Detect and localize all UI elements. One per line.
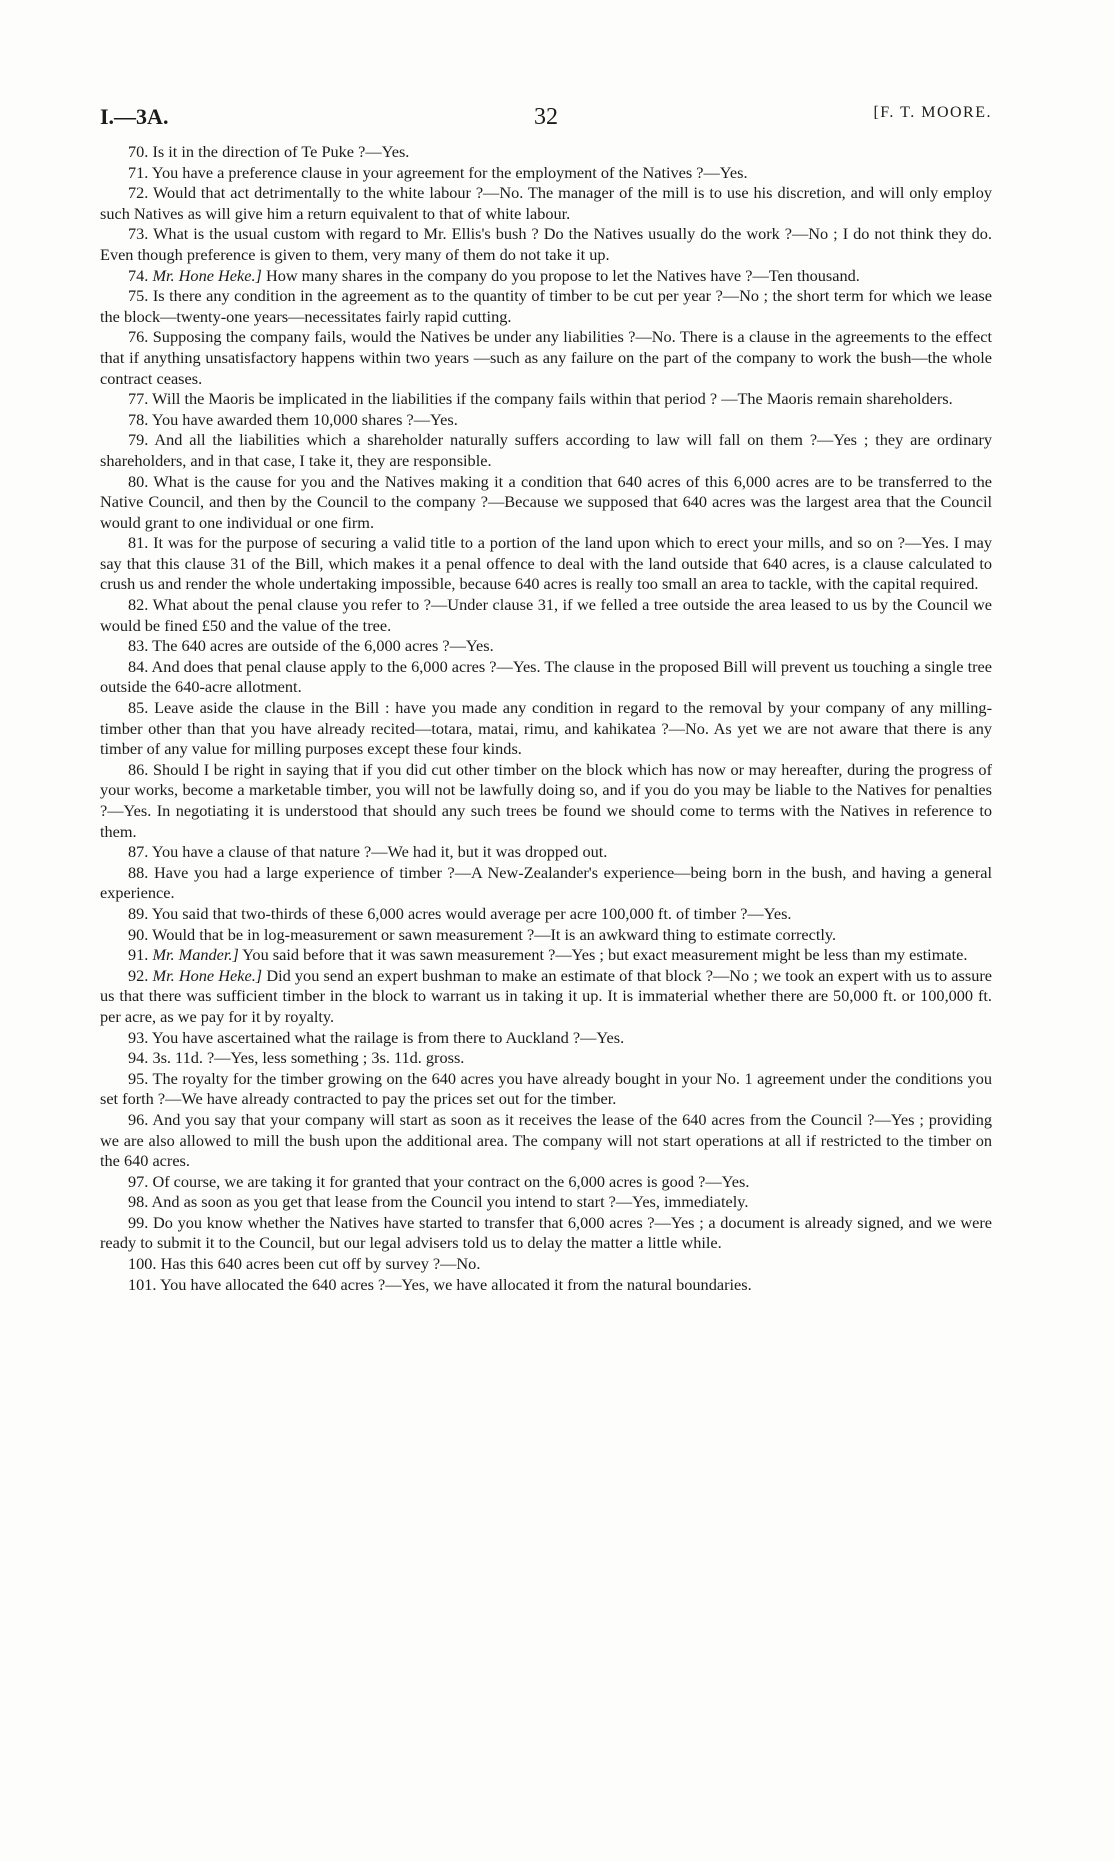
- question-text: Is there any condition in the agreement as to the quantity of timber to be cut per year ?—No ; the short term for which we lease the block—twenty-one years—necessitates fairly rapid cutting.: [100, 286, 992, 326]
- question-paragraph: [100, 863, 992, 904]
- question-paragraph: [100, 430, 992, 471]
- question-text: You have awarded them 10,000 shares ?—Yes.: [151, 409, 458, 429]
- question-paragraph: [100, 925, 992, 946]
- question-text: And does that penal clause apply to the 6,000 acres ?—Yes. The clause in the proposed Bill will prevent us touching a single tree outside the 640-acre allotment.: [100, 656, 993, 697]
- question-number: 96.: [128, 1109, 149, 1129]
- question-paragraph: [100, 1048, 992, 1069]
- question-text: What about the penal clause you refer to ?—Under clause 31, if we felled a tree outside the area leased to us by the Council we would be fined £50 and the value of the tree.: [100, 595, 992, 635]
- question-text: Will the Maoris be implicated in the liabilities if the company fails within that period ? —The Maoris remain shareholders.: [152, 389, 953, 409]
- question-number: 70.: [128, 142, 149, 161]
- question-paragraph: [100, 1028, 992, 1049]
- question-number: 75.: [128, 286, 149, 306]
- question-text: What is the usual custom with regard to Mr. Ellis's bush ? Do the Natives usually do the work ?—No ; I do not think they do. Even though preference is given to them, very many of them do not take it up.: [100, 224, 992, 264]
- question-text: Has this 640 acres been cut off by survey ?—No.: [160, 1254, 481, 1274]
- question-number: 91.: [128, 945, 149, 965]
- question-number: 95.: [128, 1068, 149, 1088]
- question-paragraph: [100, 1192, 992, 1213]
- question-paragraph: [100, 1254, 992, 1275]
- question-number: 99.: [128, 1212, 149, 1232]
- question-paragraph: [100, 1110, 992, 1172]
- testimony-body: [100, 142, 992, 1295]
- question-paragraph: [100, 327, 992, 389]
- question-number: 101.: [128, 1274, 157, 1294]
- question-text: Of course, we are taking it for granted that your contract on the 6,000 acres is good ?—Yes.: [152, 1171, 750, 1191]
- question-text: You have allocated the 640 acres ?—Yes, we have allocated it from the natural boundaries.: [159, 1274, 752, 1294]
- question-number: 86.: [128, 759, 149, 779]
- question-number: 93.: [128, 1027, 149, 1047]
- question-paragraph: [100, 266, 992, 287]
- question-number: 77.: [128, 389, 149, 409]
- question-paragraph: [100, 224, 992, 265]
- question-text: Do you know whether the Natives have started to transfer that 6,000 acres ?—Yes ; a document is already signed, and we were ready to submit it to the Council, but our legal advisers told us to delay the matter a little while.: [100, 1212, 992, 1253]
- question-paragraph: [100, 1172, 992, 1193]
- question-paragraph: [100, 183, 992, 224]
- question-number: 76.: [128, 327, 149, 347]
- question-paragraph: [100, 842, 992, 863]
- question-number: 92.: [128, 965, 149, 985]
- question-text: You have a preference clause in your agreement for the employment of the Natives ?—Yes.: [151, 162, 748, 182]
- question-text: You said that two-thirds of these 6,000 acres would average per acre 100,000 ft. of timber ?—Yes.: [151, 903, 792, 923]
- question-text: Have you had a large experience of timber ?—A New-Zealander's experience—being born in the bush, and having a general experience.: [100, 862, 992, 903]
- question-paragraph: [100, 1213, 992, 1254]
- question-text: You have ascertained what the railage is from there to Auckland ?—Yes.: [151, 1027, 625, 1047]
- question-text: And as soon as you get that lease from the Council you intend to start ?—Yes, immediately.: [151, 1192, 749, 1212]
- question-paragraph: [100, 142, 992, 163]
- question-number: 83.: [128, 636, 149, 656]
- question-paragraph: [100, 636, 992, 657]
- question-number: 88.: [128, 862, 149, 882]
- question-number: 81.: [128, 533, 149, 553]
- question-number: 90.: [128, 924, 149, 944]
- question-text: Is it in the direction of Te Puke ?—Yes.: [152, 142, 410, 161]
- question-paragraph: [100, 1069, 992, 1110]
- speaker-name: Mr. Hone Heke.]: [152, 965, 263, 985]
- question-number: 80.: [128, 471, 149, 491]
- question-number: 82.: [128, 595, 149, 615]
- question-number: 98.: [128, 1192, 149, 1212]
- question-text: Would that act detrimentally to the white labour ?—No. The manager of the mill is to use his discretion, and will only employ such Natives as will give him a return equivalent to that of white labour.: [100, 183, 992, 223]
- question-text: Supposing the company fails, would the Natives be under any liabilities ?—No. There is a clause in the agreements to the effect that if anything unsatisfactory happens within two years —such as any failure on the part of the company to work the bush—the whole contract ceases.: [100, 327, 992, 388]
- document-page: [100, 104, 992, 1295]
- question-paragraph: [100, 657, 992, 698]
- question-number: 94.: [128, 1048, 149, 1068]
- question-number: 71.: [128, 162, 149, 182]
- question-paragraph: [100, 1275, 992, 1296]
- question-number: 84.: [128, 656, 149, 676]
- question-number: 74.: [128, 265, 149, 285]
- question-paragraph: [100, 595, 992, 636]
- document-reference: I.—3A.: [100, 104, 169, 129]
- question-text: Did you send an expert bushman to make an estimate of that block ?—No ; we took an expert with us to assure us that there was sufficient timber in the block to warrant us in taking it up. It is immaterial whether there are 50,000 ft. or 100,000 ft. per acre, as we pay for it by royalty.: [100, 965, 992, 1026]
- question-paragraph: [100, 163, 992, 184]
- question-text: It was for the purpose of securing a valid title to a portion of the land upon which to erect your mills, and so on ?—Yes. I may say that this clause 31 of the Bill, which makes it a penal offence to deal with the land outside that 640 acres, is a clause calculated to crush us and render the whole undertaking impossible, because 640 acres is really too small an area to tackle, with the capital required.: [100, 533, 993, 594]
- question-number: 85.: [128, 698, 149, 718]
- question-paragraph: [100, 472, 992, 534]
- question-number: 73.: [128, 224, 149, 244]
- question-text: The 640 acres are outside of the 6,000 acres ?—Yes.: [152, 636, 494, 656]
- question-number: 87.: [128, 842, 149, 862]
- speaker-name: Mr. Hone Heke.]: [152, 265, 262, 285]
- question-paragraph: [100, 904, 992, 925]
- question-number: 97.: [128, 1171, 149, 1191]
- question-number: 79.: [128, 430, 149, 450]
- question-text: How many shares in the company do you propose to let the Natives have ?—Ten thousand.: [265, 265, 860, 285]
- question-number: 78.: [128, 409, 149, 429]
- question-text: And you say that your company will start as soon as it receives the lease of the 640 acres from the Council ?—Yes ; providing we are also allowed to mill the bush upon the additional area. The company will not start operations at all if restricted to the timber on the 640 acres.: [100, 1109, 993, 1171]
- question-text: And all the liabilities which a shareholder naturally suffers according to law will fall on them ?—Yes ; they are ordinary shareholders, and in that case, I take it, they are responsible.: [100, 430, 993, 470]
- question-number: 89.: [128, 903, 149, 923]
- question-text: Should I be right in saying that if you did cut other timber on the block which has now or may hereafter, during the progress of your works, become a marketable timber, you will not be lawfully doing so, and if you do you may be liable to the Natives for penalties ?—Yes. In negotiating it is understood that should any such trees be found we should come to terms with the Natives in reference to them.: [100, 759, 992, 841]
- question-text: 3s. 11d. ?—Yes, less something ; 3s. 11d. gross.: [152, 1048, 465, 1068]
- question-paragraph: [100, 410, 992, 431]
- question-number: 100.: [128, 1254, 157, 1274]
- page-header: [100, 104, 992, 138]
- question-paragraph: [100, 966, 992, 1028]
- question-paragraph: [100, 389, 992, 410]
- question-text: Would that be in log-measurement or sawn measurement ?—It is an awkward thing to estimate correctly.: [152, 924, 837, 944]
- page-number: 32: [534, 104, 558, 130]
- question-text: You said before that it was sawn measurement ?—Yes ; but exact measurement might be less than my estimate.: [242, 945, 968, 965]
- question-text: What is the cause for you and the Natives making it a condition that 640 acres of this 6,000 acres are to be transferred to the Native Council, and then by the Council to the company ?—Because we supposed that 640 acres was the largest area that the Council would grant to one individual or one firm.: [100, 471, 992, 532]
- question-paragraph: [100, 760, 992, 842]
- witness-name: [F. T. MOORE.: [873, 104, 992, 121]
- question-paragraph: [100, 286, 992, 327]
- question-paragraph: [100, 945, 992, 966]
- question-text: Leave aside the clause in the Bill : have you made any condition in regard to the removal by your company of any milling-timber other than that you have already recited—totara, matai, rimu, and kahikatea ?—No. As yet we are not aware that there is any timber of any value for milling purposes except these four kinds.: [100, 698, 992, 759]
- question-number: 72.: [128, 183, 149, 203]
- question-text: The royalty for the timber growing on the 640 acres you have already bought in your No. 1 agreement under the conditions you set forth ?—We have already contracted to pay the prices set out for the timber.: [100, 1068, 992, 1109]
- question-paragraph: [100, 533, 992, 595]
- question-text: You have a clause of that nature ?—We had it, but it was dropped out.: [151, 842, 608, 862]
- question-paragraph: [100, 698, 992, 760]
- speaker-name: Mr. Mander.]: [152, 945, 239, 965]
